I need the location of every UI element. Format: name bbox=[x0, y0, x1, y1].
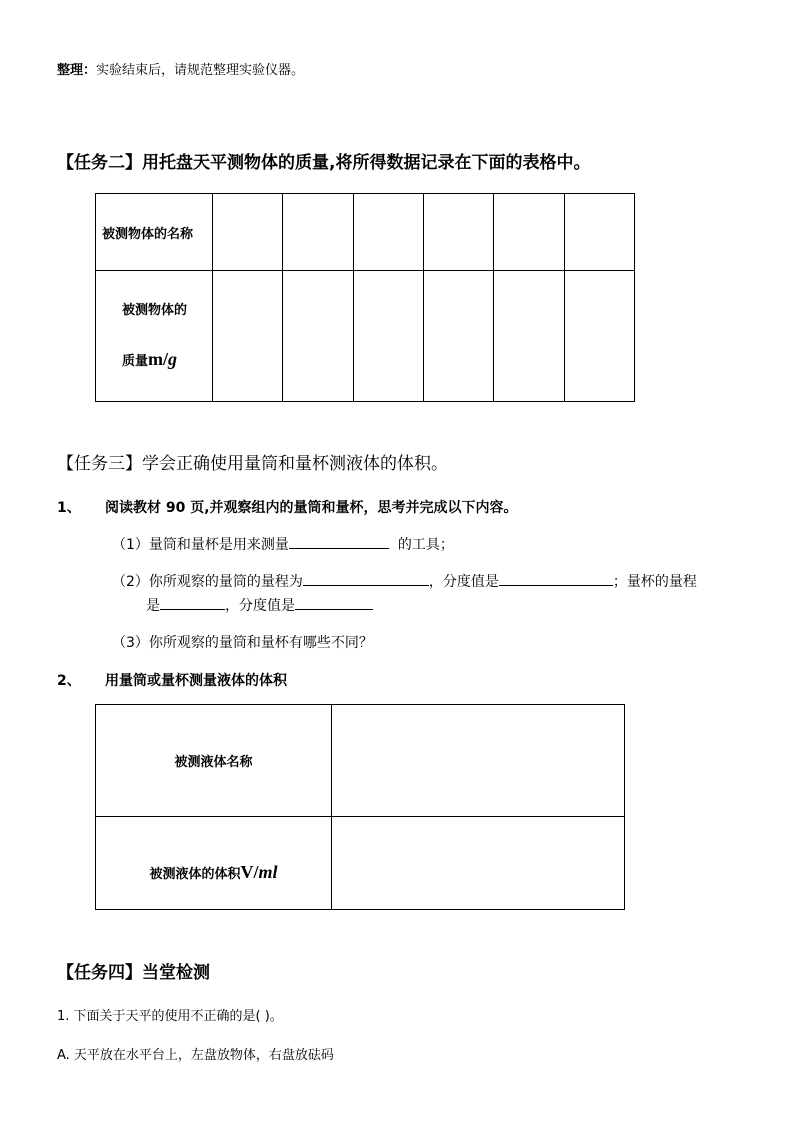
object-name-label-cell bbox=[96, 194, 213, 271]
object-mass-input-cell[interactable] bbox=[213, 271, 283, 402]
table-row bbox=[96, 271, 635, 402]
liquid-volume-input-cell[interactable] bbox=[332, 817, 625, 910]
table-row bbox=[96, 705, 625, 817]
object-mass-label-line2: 质量m/g bbox=[122, 348, 178, 369]
quiz-option-a: A. 天平放在水平台上，左盘放物体，右盘放砝码 bbox=[57, 1048, 334, 1063]
task2-heading: 【任务二】用托盘天平测物体的质量,将所得数据记录在下面的表格中。 bbox=[57, 153, 591, 173]
liquid-volume-label: 被测液体的体积 bbox=[149, 866, 241, 882]
liquid-name-input-cell[interactable] bbox=[332, 705, 625, 817]
object-mass-input-cell[interactable] bbox=[353, 271, 423, 402]
object-mass-label-cell bbox=[96, 271, 213, 402]
tidy-instruction bbox=[57, 59, 304, 78]
tidy-text: 实验结束后，请规范整理实验仪器。 bbox=[96, 63, 305, 78]
object-name-input-cell[interactable] bbox=[353, 194, 423, 271]
question-2-line1: （2）你所观察的量筒的量程为 ，分度值是 ；量杯的量程 bbox=[112, 571, 697, 591]
object-name-input-cell[interactable] bbox=[423, 194, 493, 271]
object-name-input-cell[interactable] bbox=[283, 194, 353, 271]
liquid-name-label: 被测液体名称 bbox=[96, 705, 332, 817]
object-name-input-cell[interactable] bbox=[564, 194, 634, 271]
mass-record-table bbox=[95, 193, 635, 402]
object-mass-label-line1: 被测物体的 bbox=[122, 302, 188, 318]
task3-heading: 【任务三】学会正确使用量筒和量杯测液体的体积。 bbox=[57, 454, 448, 474]
question-3: （3）你所观察的量筒和量杯有哪些不同？ bbox=[112, 635, 373, 651]
fill-blank[interactable] bbox=[289, 534, 389, 549]
fill-blank[interactable] bbox=[499, 571, 613, 586]
question-2-line2: 是 ，分度值是 bbox=[146, 595, 373, 615]
object-name-label: 被测物体的名称 bbox=[102, 226, 194, 242]
task4-heading: 【任务四】当堂检测 bbox=[57, 963, 210, 983]
object-mass-input-cell[interactable] bbox=[494, 271, 564, 402]
fill-blank[interactable] bbox=[303, 571, 429, 586]
task3-item2: 2、 用量筒或量杯测量液体的体积 bbox=[57, 673, 287, 689]
task3-item1: 1、 阅读教材 90 页,并观察组内的量筒和量杯，思考并完成以下内容。 bbox=[57, 500, 518, 516]
object-name-input-cell[interactable] bbox=[213, 194, 283, 271]
liquid-volume-label-cell: 被测液体的体积V/ml bbox=[96, 817, 332, 910]
table-row bbox=[96, 817, 625, 910]
question-1: （1）量筒和量杯是用来测量 的工具； bbox=[112, 534, 454, 554]
object-mass-input-cell[interactable] bbox=[564, 271, 634, 402]
object-mass-input-cell[interactable] bbox=[423, 271, 493, 402]
quiz-question-1: 1. 下面关于天平的使用不正确的是( )。 bbox=[57, 1009, 283, 1024]
volume-record-table bbox=[95, 704, 625, 910]
fill-blank[interactable] bbox=[160, 595, 225, 610]
object-name-input-cell[interactable] bbox=[494, 194, 564, 271]
fill-blank[interactable] bbox=[295, 595, 373, 610]
object-mass-input-cell[interactable] bbox=[283, 271, 353, 402]
table-row bbox=[96, 194, 635, 271]
tidy-label: 整理： bbox=[57, 63, 97, 78]
